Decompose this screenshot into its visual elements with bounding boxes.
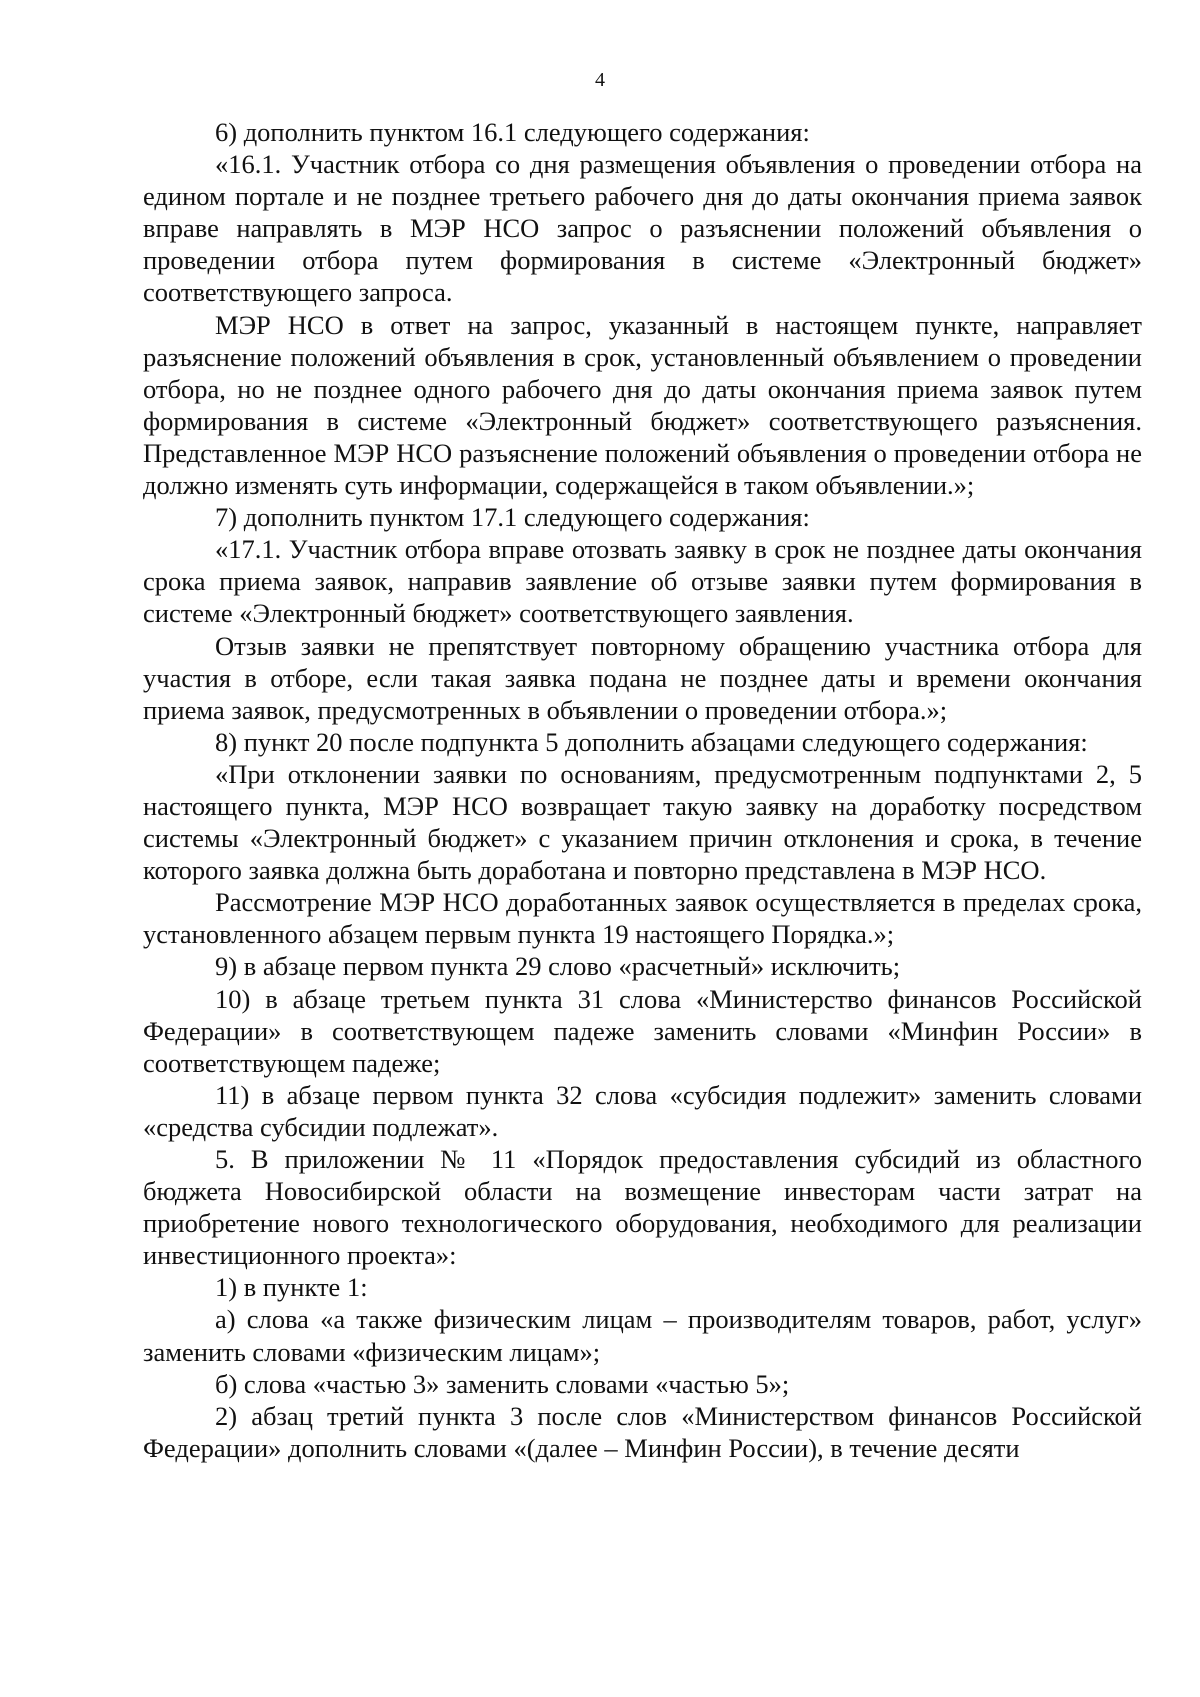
paragraph: 8) пункт 20 после подпункта 5 дополнить абзацами следующего содержания: [215,726,1088,757]
paragraph: 1) в пункте 1: [215,1272,368,1303]
paragraph: 2) абзац третий пункта 3 после слов «Министерством финансов Российской Федерации» дополнить словами «(далее – Минфин России), в течение десяти [143,1400,1142,1463]
paragraph: Отзыв заявки не препятствует повторному обращению участника отбора для участия в отборе, если такая заявка подана не позднее даты и времени окончания приема заявок, предусмотренных в объявлении о проведении отбора.»; [143,630,1142,725]
paragraph: 6) дополнить пунктом 16.1 следующего содержания: [215,117,810,147]
document-body [143,116,1142,1464]
paragraph: МЭР НСО в ответ на запрос, указанный в настоящем пункте, направляет разъяснение положений объявления в срок, установленный объявлением о проведении отбора, но не позднее одного рабочего дня до даты окончания приема заявок путем формирования в системе «Электронный бюджет» соответствующего разъяснения. Представленное МЭР НСО разъяснение положений объявления о проведении отбора не должно изменять суть информации, содержащейся в таком объявлении.»; [143,309,1142,501]
paragraph: б) слова «частью 3» заменить словами «частью 5»; [215,1368,790,1399]
paragraph: 5. В приложении № 11 «Порядок предоставления субсидий из областного бюджета Новосибирской области на возмещение инвесторам части затрат на приобретение нового технологического оборудования, необходимого для реализации инвестиционного проекта»: [143,1144,1142,1271]
paragraph: 7) дополнить пунктом 17.1 следующего содержания: [215,502,810,533]
paragraph: а) слова «а также физическим лицам – производителям товаров, работ, услуг» заменить словами «физическим лицам»; [143,1304,1142,1367]
paragraph: 11) в абзаце первом пункта 32 слова «субсидия подлежит» заменить словами «средства субсидии подлежат». [143,1079,1142,1142]
paragraph: «16.1. Участник отбора со дня размещения объявления о проведении отбора на едином портале и не позднее третьего рабочего дня до даты окончания приема заявок вправе направлять в МЭР НСО запрос о разъяснении положений объявления о проведении отбора путем формирования в системе «Электронный бюджет» соответствующего запроса. [143,149,1142,308]
paragraph: «При отклонении заявки по основаниям, предусмотренным подпунктами 2, 5 настоящего пункта, МЭР НСО возвращает такую заявку на доработку посредством системы «Электронный бюджет» с указанием причин отклонения и срока, в течение которого заявка должна быть доработана и повторно представлена в МЭР НСО. [143,758,1142,886]
paragraph: 10) в абзаце третьем пункта 31 слова «Министерство финансов Российской Федерации» в соответствующем падеже заменить словами «Минфин России» в соответствующем падеже; [143,983,1142,1078]
page-number: 4 [595,69,605,91]
paragraph: Рассмотрение МЭР НСО доработанных заявок осуществляется в пределах срока, установленного абзацем первым пункта 19 настоящего Порядка.»; [143,887,1142,950]
paragraph: «17.1. Участник отбора вправе отозвать заявку в срок не позднее даты окончания срока приема заявок, направив заявление об отзыве заявки путем формирования в системе «Электронный бюджет» соответствующего заявления. [143,534,1142,629]
paragraph: 9) в абзаце первом пункта 29 слово «расчетный» исключить; [215,951,901,982]
